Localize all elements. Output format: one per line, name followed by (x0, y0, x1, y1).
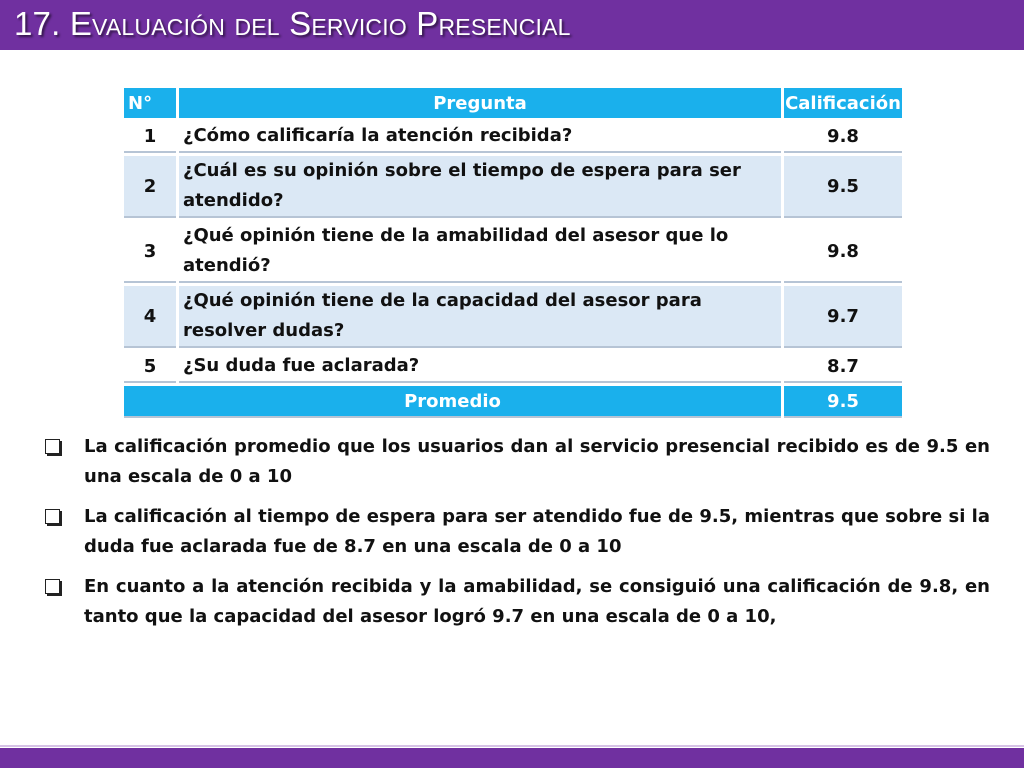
row-number: 2 (124, 156, 176, 218)
row-score: 9.5 (784, 156, 902, 218)
average-row (124, 386, 902, 418)
header-question: Pregunta (179, 88, 781, 118)
average-label: Promedio (124, 386, 781, 418)
row-question: ¿Qué opinión tiene de la capacidad del asesor para resolver dudas? (179, 286, 781, 348)
header-score: Calificación (784, 88, 902, 118)
table-row (124, 121, 902, 153)
table-header-row (124, 88, 902, 118)
summary-bullet (40, 432, 990, 492)
title-bar (0, 0, 1024, 50)
summary-bullets (40, 432, 990, 642)
table-row (124, 351, 902, 383)
bullet-text: La calificación promedio que los usuarios dan al servicio presencial recibido es de 9.5 en una escala de 0 a 10 (84, 436, 990, 487)
row-question: ¿Su duda fue aclarada? (179, 351, 781, 383)
bullet-text: En cuanto a la atención recibida y la amabilidad, se consiguió una calificación de 9.8, en tanto que la capacidad del asesor logró 9.7 en una escala de 0 a 10, (84, 576, 990, 627)
table-row (124, 221, 902, 283)
row-number: 3 (124, 221, 176, 283)
row-score: 9.8 (784, 121, 902, 153)
average-score: 9.5 (784, 386, 902, 418)
row-score: 8.7 (784, 351, 902, 383)
row-question: ¿Cuál es su opinión sobre el tiempo de espera para ser atendido? (179, 156, 781, 218)
bottom-bar (0, 748, 1024, 768)
row-number: 4 (124, 286, 176, 348)
checkbox-bullet-icon (45, 439, 60, 454)
row-question: ¿Cómo calificaría la atención recibida? (179, 121, 781, 153)
row-score: 9.7 (784, 286, 902, 348)
checkbox-bullet-icon (45, 509, 60, 524)
row-question: ¿Qué opinión tiene de la amabilidad del asesor que lo atendió? (179, 221, 781, 283)
table-row (124, 156, 902, 218)
table-row (124, 286, 902, 348)
slide-title: 17. Evaluación del Servicio Presencial (14, 5, 571, 42)
checkbox-bullet-icon (45, 579, 60, 594)
row-score: 9.8 (784, 221, 902, 283)
summary-bullet (40, 572, 990, 632)
summary-bullet (40, 502, 990, 562)
bullet-text: La calificación al tiempo de espera para ser atendido fue de 9.5, mientras que sobre si la duda fue aclarada fue de 8.7 en una escala de 0 a 10 (84, 506, 990, 557)
row-number: 5 (124, 351, 176, 383)
evaluation-table (121, 85, 905, 421)
row-number: 1 (124, 121, 176, 153)
header-number: N° (124, 88, 176, 118)
